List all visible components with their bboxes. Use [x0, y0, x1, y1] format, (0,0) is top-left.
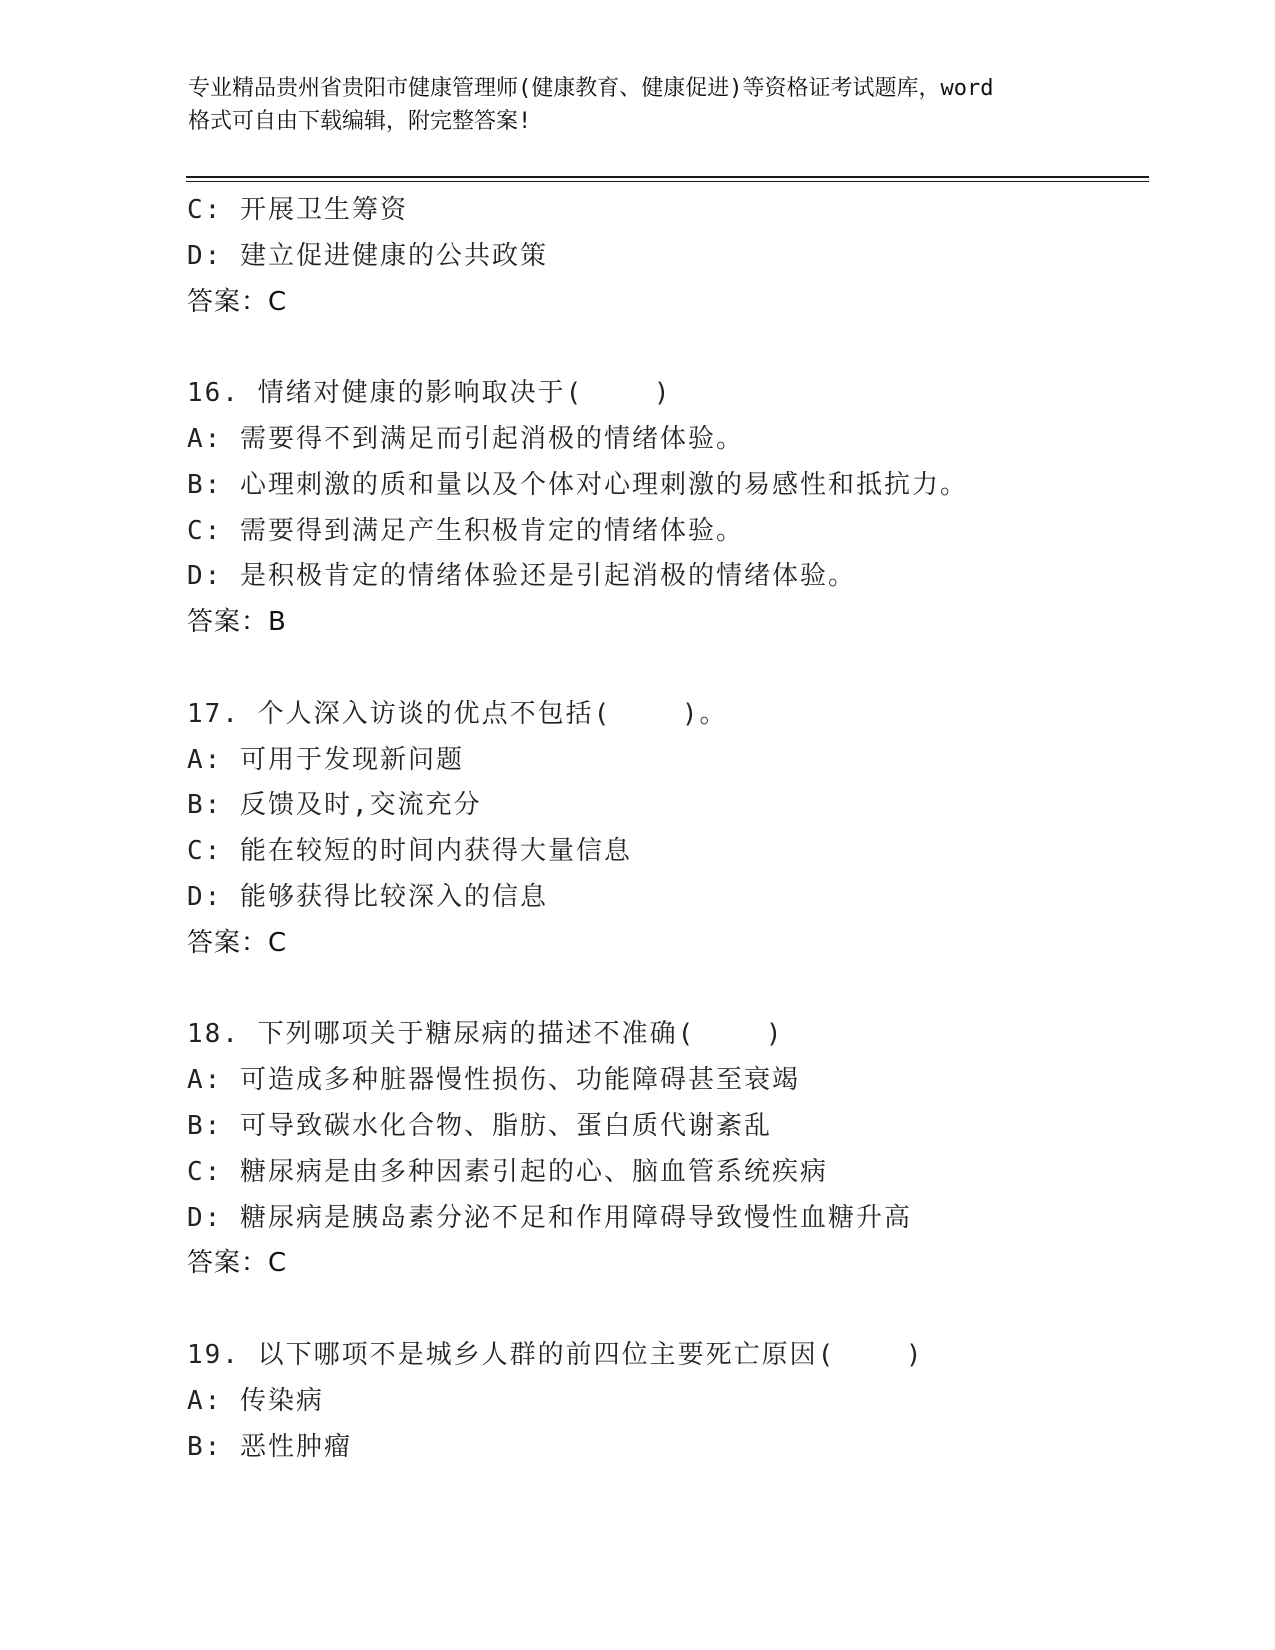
- option-d: D: 建立促进健康的公共政策: [187, 240, 548, 271]
- spacer: [187, 967, 1147, 1013]
- page-header: [188, 72, 1088, 138]
- spacer: [187, 646, 1147, 692]
- answer-text: 答案：C: [187, 1248, 288, 1279]
- answer-text: 答案：C: [187, 286, 288, 317]
- header-line-2: 格式可自由下载编辑，附完整答案!: [188, 109, 532, 134]
- option-b: B: 反馈及时,交流充分: [187, 790, 482, 821]
- question-block-17: [187, 692, 1147, 967]
- header-line-1: 专业精品贵州省贵阳市健康管理师(健康教育、健康促进)等资格证考试题库，word: [188, 76, 994, 101]
- option-d: D: 糖尿病是胰岛素分泌不足和作用障碍导致慢性血糖升高: [187, 1202, 912, 1233]
- header-divider-thin: [186, 181, 1149, 182]
- option-a: A: 需要得不到满足而引起消极的情绪体验。: [187, 423, 744, 454]
- option-a: A: 可造成多种脏器慢性损伤、功能障碍甚至衰竭: [187, 1065, 800, 1096]
- option-a: A: 传染病: [187, 1385, 324, 1416]
- option-c: C: 能在较短的时间内获得大量信息: [187, 836, 632, 867]
- option-c: C: 需要得到满足产生积极肯定的情绪体验。: [187, 515, 744, 546]
- option-b: B: 心理刺激的质和量以及个体对心理刺激的易感性和抵抗力。: [187, 469, 968, 500]
- option-c: C: 糖尿病是由多种因素引起的心、脑血管系统疾病: [187, 1156, 828, 1187]
- question-block-18: [187, 1012, 1147, 1287]
- option-a: A: 可用于发现新问题: [187, 744, 464, 775]
- option-d: D: 能够获得比较深入的信息: [187, 881, 548, 912]
- question-text: 16. 情绪对健康的影响取决于( ): [187, 378, 672, 409]
- option-d: D: 是积极肯定的情绪体验还是引起消极的情绪体验。: [187, 561, 856, 592]
- question-block-19: [187, 1333, 1147, 1470]
- answer-text: 答案：C: [187, 927, 288, 958]
- question-text: 18. 下列哪项关于糖尿病的描述不准确( ): [187, 1019, 784, 1050]
- header-divider-thick: [186, 176, 1149, 178]
- spacer: [187, 325, 1147, 371]
- option-c: C: 开展卫生筹资: [187, 195, 408, 225]
- option-b: B: 可导致碳水化合物、脂肪、蛋白质代谢紊乱: [187, 1110, 772, 1141]
- answer-text: 答案：B: [187, 607, 287, 638]
- question-list: [187, 188, 1147, 1470]
- question-text: 17. 个人深入访谈的优点不包括( )。: [187, 698, 728, 729]
- spacer: [187, 1287, 1147, 1333]
- option-b: B: 恶性肿瘤: [187, 1431, 352, 1462]
- question-block-16: [187, 371, 1147, 646]
- question-block-prev: [187, 188, 1147, 325]
- question-text: 19. 以下哪项不是城乡人群的前四位主要死亡原因( ): [187, 1339, 924, 1370]
